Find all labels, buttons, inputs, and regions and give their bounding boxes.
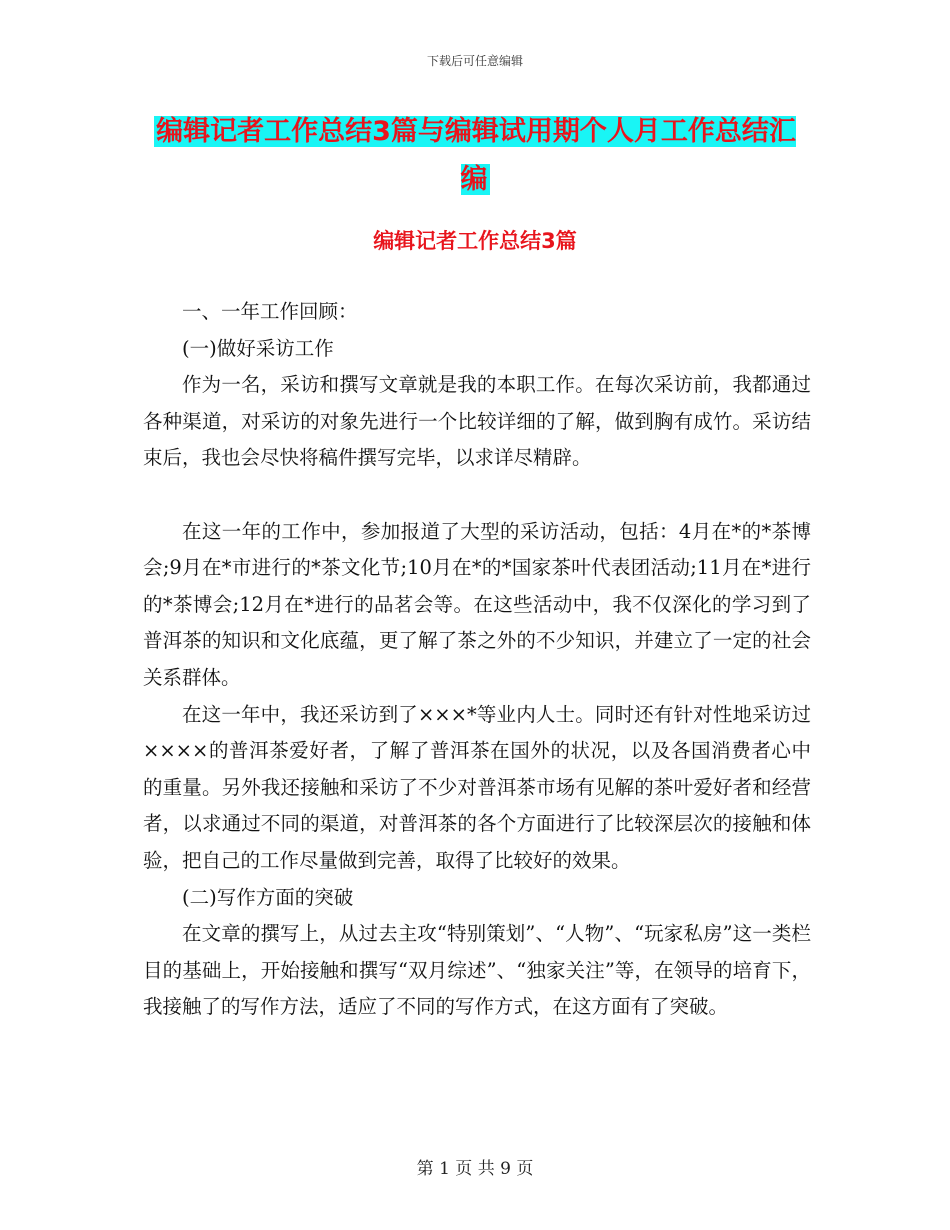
subsection-heading-writing: (二)写作方面的突破 [182,885,354,909]
page-number-footer: 第 1 页 共 9 页 [416,1159,534,1179]
section-heading-review: 一、一年工作回顾： [182,300,358,323]
body-paragraph: 在文章的撰写上，从过去主攻“特别策划”、“人物”、“玩家私房”这一类栏目的基础上，开始接触和撰写“双月综述”、“独家关注”等，在领导的培育下，我接触了的写作方法，适应了不同的写作方式，在这方面有了突破。 [143,922,811,1019]
document-title-text: 编辑记者工作总结3篇与编辑试用期个人月工作总结汇编 [156,116,796,195]
document-body [143,294,811,1026]
document-title [140,108,810,204]
body-paragraph: 在这一年中，我还采访到了×××*等业内人士。同时还有针对性地采访过××××的普洱茶爱好者，了解了普洱茶在国外的状况，以及各国消费者心中的重量。另外我还接触和采访了不少对普洱茶市场有见解的茶叶爱好者和经营者，以求通过不同的渠道，对普洱茶的各个方面进行了比较深层次的接触和体验，把自己的工作尽量做到完善，取得了比较好的效果。 [143,702,811,872]
subsection-heading-interview: (一)做好采访工作 [182,336,334,360]
document-subtitle: 编辑记者工作总结3篇 [373,229,577,253]
body-paragraph: 在这一年的工作中，参加报道了大型的采访活动，包括：4月在*的*茶博会;9月在*市进行的*茶文化节;10月在*的*国家茶叶代表团活动;11月在*进行的*茶博会;12月在*进行的品茗会等。在这些活动中，我不仅深化的学习到了普洱茶的知识和文化底蕴，更了解了茶之外的不少知识，并建立了一定的社会关系群体。 [143,519,811,689]
page-header-note: 下载后可任意编辑 [426,54,523,68]
body-paragraph: 作为一名，采访和撰写文章就是我的本职工作。在每次采访前，我都通过各种渠道，对采访的对象先进行一个比较详细的了解，做到胸有成竹。采访结束后，我也会尽快将稿件撰写完毕，以求详尽精辟。 [143,373,811,470]
